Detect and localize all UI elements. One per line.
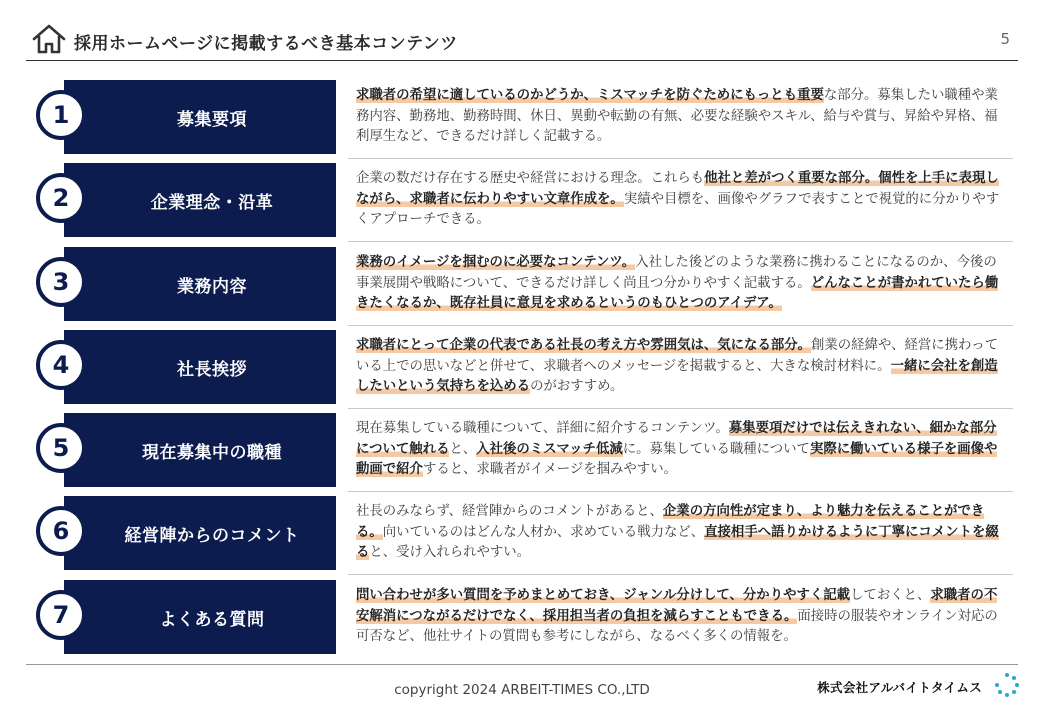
page-title: 採用ホームページに掲載するべき基本コンテンツ bbox=[74, 34, 458, 54]
highlighted-text: 募集要項だけでは伝えきれない、細かな部分について触れる bbox=[356, 421, 997, 457]
description-text: と、受け入れられやすい。 bbox=[369, 545, 531, 560]
row-label: 現在募集中の職種 bbox=[64, 413, 336, 487]
description-text: 現在募集している職種について、詳細に紹介するコンテンツ。 bbox=[356, 421, 729, 436]
content-row bbox=[0, 247, 1044, 321]
company-logo-text: 株式会社アルバイトタイムス bbox=[817, 680, 982, 695]
row-divider bbox=[348, 574, 1013, 575]
row-number-badge: 2 bbox=[36, 173, 86, 223]
copyright-text: copyright 2024 ARBEIT-TIMES CO.,LTD bbox=[394, 682, 650, 698]
content-row bbox=[0, 580, 1044, 654]
footer-divider bbox=[26, 664, 1018, 665]
highlighted-text: 求職者の希望に適しているのかどうか、ミスマッチを防ぐためにもっとも重要 bbox=[356, 88, 824, 103]
row-description bbox=[356, 253, 1006, 315]
description-text: すると、求職者がイメージを掴みやすい。 bbox=[422, 462, 677, 477]
header-divider bbox=[26, 60, 1018, 61]
row-divider bbox=[348, 241, 1013, 242]
row-number-badge: 5 bbox=[36, 423, 86, 473]
description-text: に。募集している職種について bbox=[622, 441, 810, 457]
content-row bbox=[0, 496, 1044, 570]
row-description bbox=[356, 502, 1006, 564]
row-description bbox=[356, 419, 1006, 481]
highlighted-text: 企業の方向性が定まり、より魅力を伝えることができる。 bbox=[356, 504, 985, 540]
row-description bbox=[356, 586, 1006, 648]
content-row bbox=[0, 163, 1044, 237]
highlighted-text: 入社後のミスマッチ低減 bbox=[476, 441, 623, 457]
row-divider bbox=[348, 325, 1013, 326]
description-text: 実績や目標を、画像やグラフで表すことで視覚的に分かりやすくアプローチできる。 bbox=[356, 191, 1000, 227]
page-number: 5 bbox=[1000, 30, 1010, 48]
content-row bbox=[0, 80, 1044, 154]
row-number-badge: 7 bbox=[36, 590, 86, 640]
row-label: 業務内容 bbox=[64, 247, 336, 321]
row-number-badge: 4 bbox=[36, 340, 86, 390]
row-label: 募集要項 bbox=[64, 80, 336, 154]
highlighted-text: 実際に働いている様子を画像や動画で紹介 bbox=[356, 441, 998, 477]
description-text: しておくと、 bbox=[850, 588, 931, 603]
description-text: 創業の経緯や、経営に携わっている上での思いなどと併せて、求職者へのメッセージを掲載すると、大きな検討材料に。 bbox=[356, 338, 999, 374]
home-icon bbox=[32, 24, 66, 54]
highlighted-text: どんなことが書かれていたら働きたくなるか、既存社員に意見を求めるというのもひとつのアイデア。 bbox=[356, 275, 999, 311]
row-number-badge: 1 bbox=[36, 90, 86, 140]
description-text: 面接時の服装やオンライン対応の可否など、他社サイトの質問も参考にしながら、なるべく多くの情報を。 bbox=[356, 608, 998, 644]
highlighted-text: 業務のイメージを掴むのに必要なコンテンツ。 bbox=[356, 255, 636, 270]
highlighted-text: 一緒に会社を創造したいという気持ちを込める bbox=[356, 358, 998, 394]
highlighted-text: 求職者にとって企業の代表である社長の考え方や雰囲気は、気になる部分。 bbox=[356, 338, 812, 353]
logo-mark-icon bbox=[994, 672, 1020, 698]
row-number-badge: 3 bbox=[36, 257, 86, 307]
description-text: 企業の数だけ存在する歴史や経営における理念。これらも bbox=[356, 171, 705, 186]
row-label: 社長挨拶 bbox=[64, 330, 336, 404]
row-description bbox=[356, 86, 1006, 148]
row-divider bbox=[348, 408, 1013, 409]
row-number-badge: 6 bbox=[36, 506, 86, 556]
description-text: のがおすすめ。 bbox=[530, 379, 624, 394]
row-divider bbox=[348, 491, 1013, 492]
highlighted-text: 直接相手へ語りかけるように丁寧にコメントを綴る bbox=[356, 524, 999, 560]
content-row bbox=[0, 413, 1044, 487]
content-row bbox=[0, 330, 1044, 404]
description-text: 向いているのはどんな人材か、求めている戦力など、 bbox=[382, 524, 705, 540]
slide-header bbox=[0, 0, 1044, 62]
highlighted-text: 他社と差がつく重要な部分。個性を上手に表現しながら、求職者に伝わりやすい文章作成を。 bbox=[356, 171, 999, 207]
row-divider bbox=[348, 158, 1013, 159]
row-description bbox=[356, 169, 1006, 231]
row-label: 経営陣からのコメント bbox=[64, 496, 336, 570]
description-text: 社長のみならず、経営陣からのコメントがあると、 bbox=[356, 504, 663, 519]
row-label: よくある質問 bbox=[64, 580, 336, 654]
description-text: 入社した後どのような業務に携わることになるのか、今後の事業展開や戦略について、できるだけ詳しく尚且つ分かりやすく記載する。 bbox=[356, 255, 997, 291]
description-text: と、 bbox=[449, 441, 477, 457]
row-label: 企業理念・沿革 bbox=[64, 163, 336, 237]
highlighted-text: 問い合わせが多い質問を予めまとめておき、ジャンル分けして、分かりやすく記載 bbox=[356, 588, 851, 603]
row-description bbox=[356, 336, 1006, 398]
description-text: な部分。募集したい職種や業務内容、勤務地、勤務時間、休日、異動や転勤の有無、必要な経験やスキル、給与や賞与、昇給や昇格、福利厚生など、できるだけ詳しく記載する。 bbox=[356, 88, 998, 144]
highlighted-text: 求職者の不安解消につながるだけでなく、採用担当者の負担を減らすこともできる。 bbox=[356, 588, 998, 624]
